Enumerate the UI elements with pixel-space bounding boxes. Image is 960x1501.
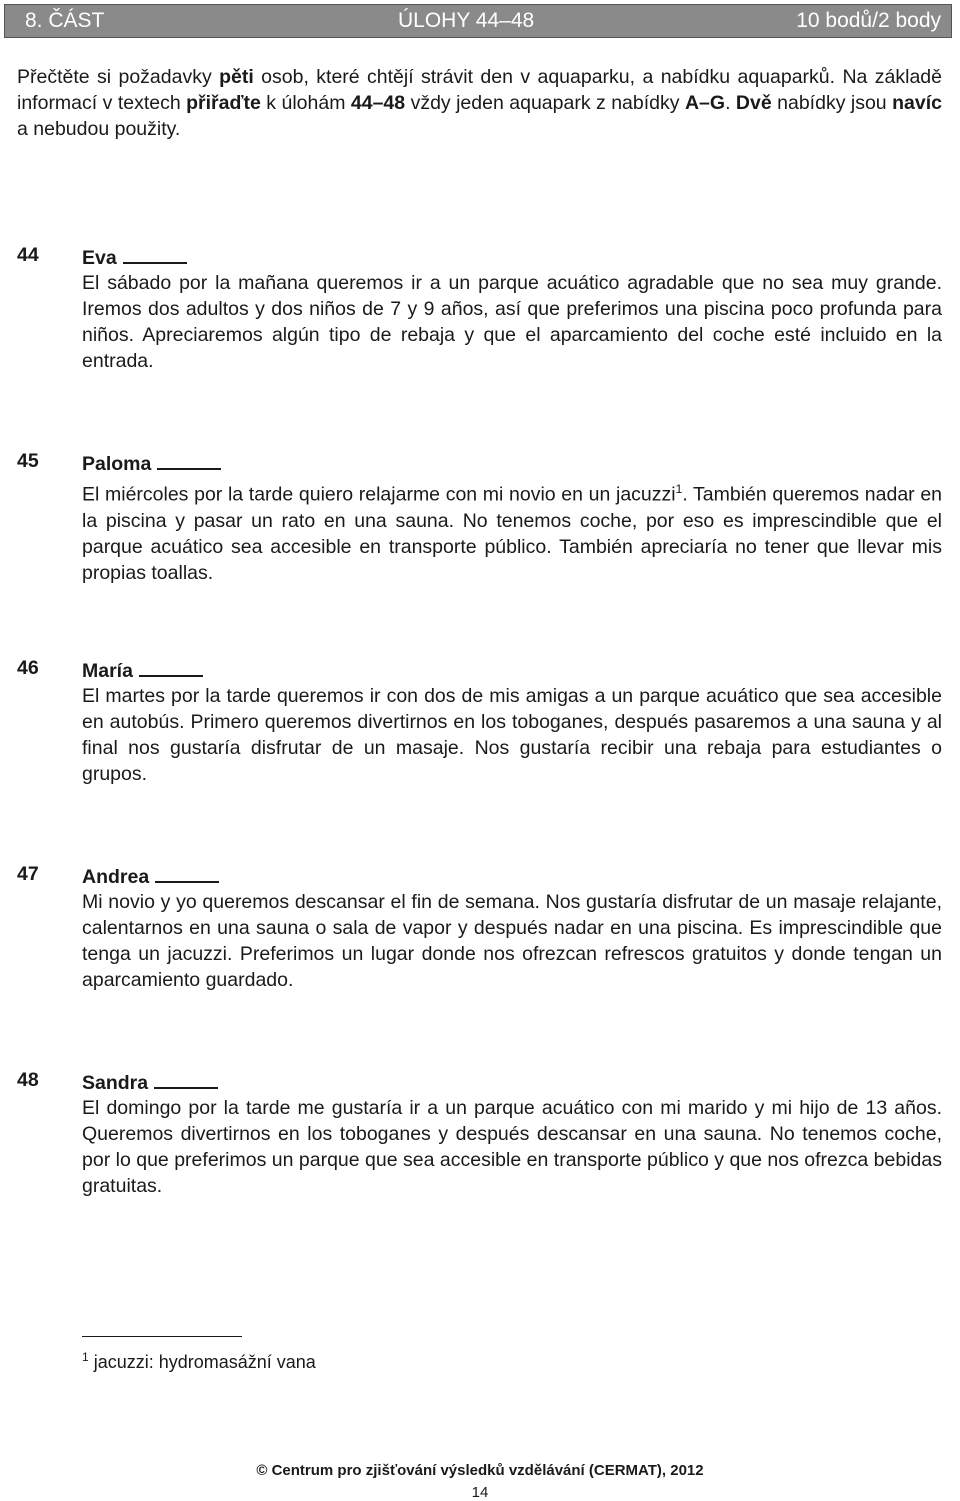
- answer-blank[interactable]: [139, 657, 203, 677]
- task-text: El miércoles por la tarde quiero relajarme con mi novio en un jacuzzi$^1$. También queremos nadar en la piscina y pasar un rato en una sauna. No tenemos coche, por eso es imprescindible que el parque acuático sea accesible en transporte público. También apreciaría no tener que llevar mis propias toallas.: [82, 482, 943, 584]
- answer-blank[interactable]: [154, 1069, 218, 1089]
- task-number: 45: [17, 450, 39, 472]
- footnote-divider: [82, 1336, 242, 1337]
- footnote-ref: 1: [675, 482, 683, 496]
- section-title: 8. ČÁST: [25, 9, 105, 32]
- task-number: 44: [17, 244, 39, 266]
- person-name: Paloma: [82, 450, 221, 476]
- task-number: 48: [17, 1069, 39, 1091]
- task-number: 46: [17, 657, 39, 679]
- task-number: 47: [17, 863, 39, 885]
- instructions: Přečtěte si požadavky pěti osob, které chtějí strávit den v aquaparku, a nabídku aquaparků. Na základě informací v textech přiřaďte k úlohám 44–48 vždy jeden aquapark z nabídky A–G. Dvě nabídky jsou navíc a nebudou použity.: [17, 66, 942, 140]
- person-name: María: [82, 657, 203, 683]
- answer-blank[interactable]: [155, 863, 219, 883]
- page-number: 14: [471, 1484, 489, 1501]
- answer-blank[interactable]: [157, 450, 221, 470]
- task-text: El domingo por la tarde me gustaría ir a un parque acuático con mi marido y mi hijo de 13 años. Queremos divertirnos en los toboganes y después descansar en una sauna. No tenemos coche, por lo que preferimos un parque que sea accesible en transporte público y que nos ofrezca bebidas gratuitas.: [82, 1097, 942, 1197]
- copyright-footer: © Centrum pro zjišťování výsledků vzdělávání (CERMAT), 2012: [256, 1462, 704, 1479]
- answer-blank[interactable]: [123, 244, 187, 264]
- person-name: Eva: [82, 244, 187, 270]
- task-text: El martes por la tarde queremos ir con dos de mis amigas a un parque acuático que sea accesible en autobús. Primero queremos divertirnos en los toboganes, después pasaremos a una sauna y al final nos gustaría disfrutar de un masaje. Nos gustaría recibir una rebaja para estudiantes o grupos.: [82, 685, 942, 785]
- section-header: [4, 4, 952, 38]
- task-text: El sábado por la mañana queremos ir a un parque acuático agradable que no sea muy grande. Iremos dos adultos y dos niños de 7 y 9 años, así que preferimos una piscina poco profunda para niños. Apreciaremos algún tipo de rebaja y que el aparcamiento del coche esté incluido en la entrada.: [82, 272, 942, 372]
- person-name: Andrea: [82, 863, 219, 889]
- tasks-range: ÚLOHY 44–48: [398, 9, 535, 32]
- task-text: Mi novio y yo queremos descansar el fin de semana. Nos gustaría disfrutar de un masaje relajante, calentarnos en una sauna o sala de vapor y después nadar en una piscina. Es imprescindible que tenga un jacuzzi. Preferimos un lugar donde nos ofrezcan refrescos gratuitos y donde tengan un aparcamiento guardado.: [82, 891, 942, 991]
- footnote: $^1$ jacuzzi: hydromasážní vana: [82, 1350, 316, 1372]
- person-name: Sandra: [82, 1069, 218, 1095]
- points-info: 10 bodů/2 body: [796, 9, 941, 32]
